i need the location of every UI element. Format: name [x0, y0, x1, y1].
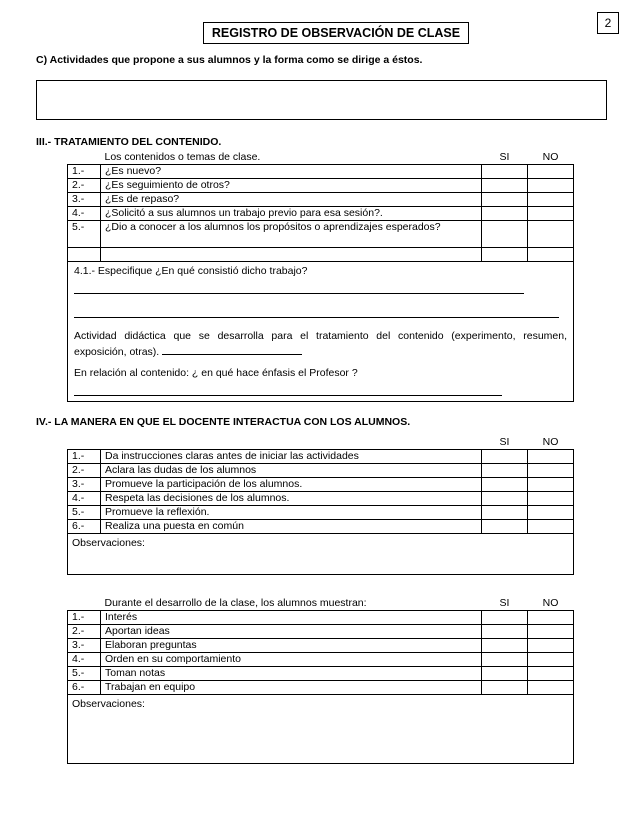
content-table [67, 151, 574, 402]
no-checkbox[interactable] [528, 207, 574, 221]
content-table-header: Los contenidos o temas de clase. [104, 151, 261, 163]
table-row [68, 506, 574, 520]
si-checkbox[interactable] [482, 179, 528, 193]
observations-label: Observaciones: [72, 698, 145, 710]
si-checkbox[interactable] [482, 667, 528, 681]
table-row [68, 492, 574, 506]
si-checkbox[interactable] [482, 625, 528, 639]
col-si: SI [499, 597, 510, 609]
si-checkbox[interactable] [482, 478, 528, 492]
content-notes-box[interactable] [68, 262, 574, 402]
table-row [68, 520, 574, 534]
no-checkbox[interactable] [528, 221, 574, 248]
table-row [68, 653, 574, 667]
no-checkbox[interactable] [528, 639, 574, 653]
row-text: ¿Es de repaso? [101, 193, 482, 207]
si-checkbox[interactable] [482, 450, 528, 464]
no-checkbox[interactable] [528, 681, 574, 695]
table-row [68, 193, 574, 207]
row-text: Interés [101, 611, 482, 625]
si-checkbox[interactable] [482, 464, 528, 478]
row-number: 3.- [68, 639, 101, 653]
table-row [68, 464, 574, 478]
no-checkbox[interactable] [528, 248, 574, 262]
students-observations-box[interactable] [68, 695, 574, 764]
si-checkbox[interactable] [482, 207, 528, 221]
row-number: 5.- [68, 667, 101, 681]
row-number: 5.- [68, 221, 101, 248]
table-row [68, 450, 574, 464]
table-row [68, 611, 574, 625]
answer-line[interactable] [74, 385, 502, 396]
no-checkbox[interactable] [528, 653, 574, 667]
section-iii-heading: III.- TRATAMIENTO DEL CONTENIDO. [36, 136, 222, 148]
table-row [68, 207, 574, 221]
row-text: Respeta las decisiones de los alumnos. [101, 492, 482, 506]
table-row [68, 639, 574, 653]
no-checkbox[interactable] [528, 492, 574, 506]
row-number: 2.- [68, 179, 101, 193]
row-number: 1.- [68, 611, 101, 625]
col-no: NO [542, 436, 559, 448]
si-checkbox[interactable] [482, 492, 528, 506]
no-checkbox[interactable] [528, 165, 574, 179]
si-checkbox[interactable] [482, 681, 528, 695]
observations-label: Observaciones: [72, 537, 145, 549]
row-text: ¿Solicitó a sus alumnos un trabajo previo para esa sesión?. [101, 207, 482, 221]
col-no: NO [542, 597, 559, 609]
answer-line[interactable] [74, 283, 524, 294]
row-text: Realiza una puesta en común [101, 520, 482, 534]
page-title: REGISTRO DE OBSERVACIÓN DE CLASE [203, 22, 469, 44]
answer-line[interactable] [74, 307, 559, 318]
row-text: Promueve la participación de los alumnos. [101, 478, 482, 492]
answer-line[interactable] [162, 344, 302, 355]
si-checkbox[interactable] [482, 248, 528, 262]
si-checkbox[interactable] [482, 193, 528, 207]
no-checkbox[interactable] [528, 450, 574, 464]
section-c-answer-box[interactable] [36, 80, 607, 120]
page-number: 2 [597, 12, 619, 34]
row-number: 3.- [68, 193, 101, 207]
row-text: ¿Es seguimiento de otros? [101, 179, 482, 193]
row-text: Promueve la reflexión. [101, 506, 482, 520]
col-si: SI [499, 436, 510, 448]
table-row [68, 248, 574, 262]
no-checkbox[interactable] [528, 478, 574, 492]
no-checkbox[interactable] [528, 464, 574, 478]
col-no: NO [542, 151, 559, 163]
row-number: 6.- [68, 681, 101, 695]
row-number: 4.- [68, 207, 101, 221]
table-row [68, 221, 574, 248]
row-text: Trabajan en equipo [101, 681, 482, 695]
section-iv-heading: IV.- LA MANERA EN QUE EL DOCENTE INTERACTUA CON LOS ALUMNOS. [36, 416, 411, 428]
row-text: Da instrucciones claras antes de iniciar las actividades [101, 450, 482, 464]
row-text: Elaboran preguntas [101, 639, 482, 653]
si-checkbox[interactable] [482, 639, 528, 653]
activity-label: Actividad didáctica que se desarrolla para el tratamiento del contenido (experimento, resumen, exposición, otras). [74, 330, 567, 358]
no-checkbox[interactable] [528, 625, 574, 639]
no-checkbox[interactable] [528, 179, 574, 193]
interaction-observations-box[interactable] [68, 534, 574, 575]
si-checkbox[interactable] [482, 653, 528, 667]
emphasis-label: En relación al contenido: ¿ en qué hace énfasis el Profesor ? [74, 367, 358, 379]
si-checkbox[interactable] [482, 611, 528, 625]
no-checkbox[interactable] [528, 520, 574, 534]
row-number: 3.- [68, 478, 101, 492]
section-c-label: C) Actividades que propone a sus alumnos y la forma como se dirige a éstos. [36, 54, 423, 66]
no-checkbox[interactable] [528, 506, 574, 520]
row-number: 6.- [68, 520, 101, 534]
si-checkbox[interactable] [482, 165, 528, 179]
si-checkbox[interactable] [482, 520, 528, 534]
table-row [68, 179, 574, 193]
row-number: 2.- [68, 464, 101, 478]
row-text: Aportan ideas [101, 625, 482, 639]
table-row [68, 478, 574, 492]
row-number: 4.- [68, 492, 101, 506]
row-text: ¿Dio a conocer a los alumnos los propósitos o aprendizajes esperados? [101, 221, 482, 248]
row-number: 4.- [68, 653, 101, 667]
row-number: 1.- [68, 450, 101, 464]
students-table [67, 597, 574, 764]
si-checkbox[interactable] [482, 221, 528, 248]
table-row [68, 625, 574, 639]
no-checkbox[interactable] [528, 667, 574, 681]
students-table-header: Durante el desarrollo de la clase, los alumnos muestran: [104, 597, 367, 609]
col-si: SI [499, 151, 510, 163]
q41-label: 4.1.- Especifique ¿En qué consistió dicho trabajo? [74, 265, 308, 277]
si-checkbox[interactable] [482, 506, 528, 520]
no-checkbox[interactable] [528, 611, 574, 625]
row-number: 2.- [68, 625, 101, 639]
row-number: 5.- [68, 506, 101, 520]
interaction-table [67, 436, 574, 575]
table-row [68, 681, 574, 695]
table-row [68, 667, 574, 681]
table-row [68, 165, 574, 179]
no-checkbox[interactable] [528, 193, 574, 207]
row-text: Orden en su comportamiento [101, 653, 482, 667]
row-text: ¿Es nuevo? [101, 165, 482, 179]
row-number: 1.- [68, 165, 101, 179]
row-text: Aclara las dudas de los alumnos [101, 464, 482, 478]
row-text: Toman notas [101, 667, 482, 681]
